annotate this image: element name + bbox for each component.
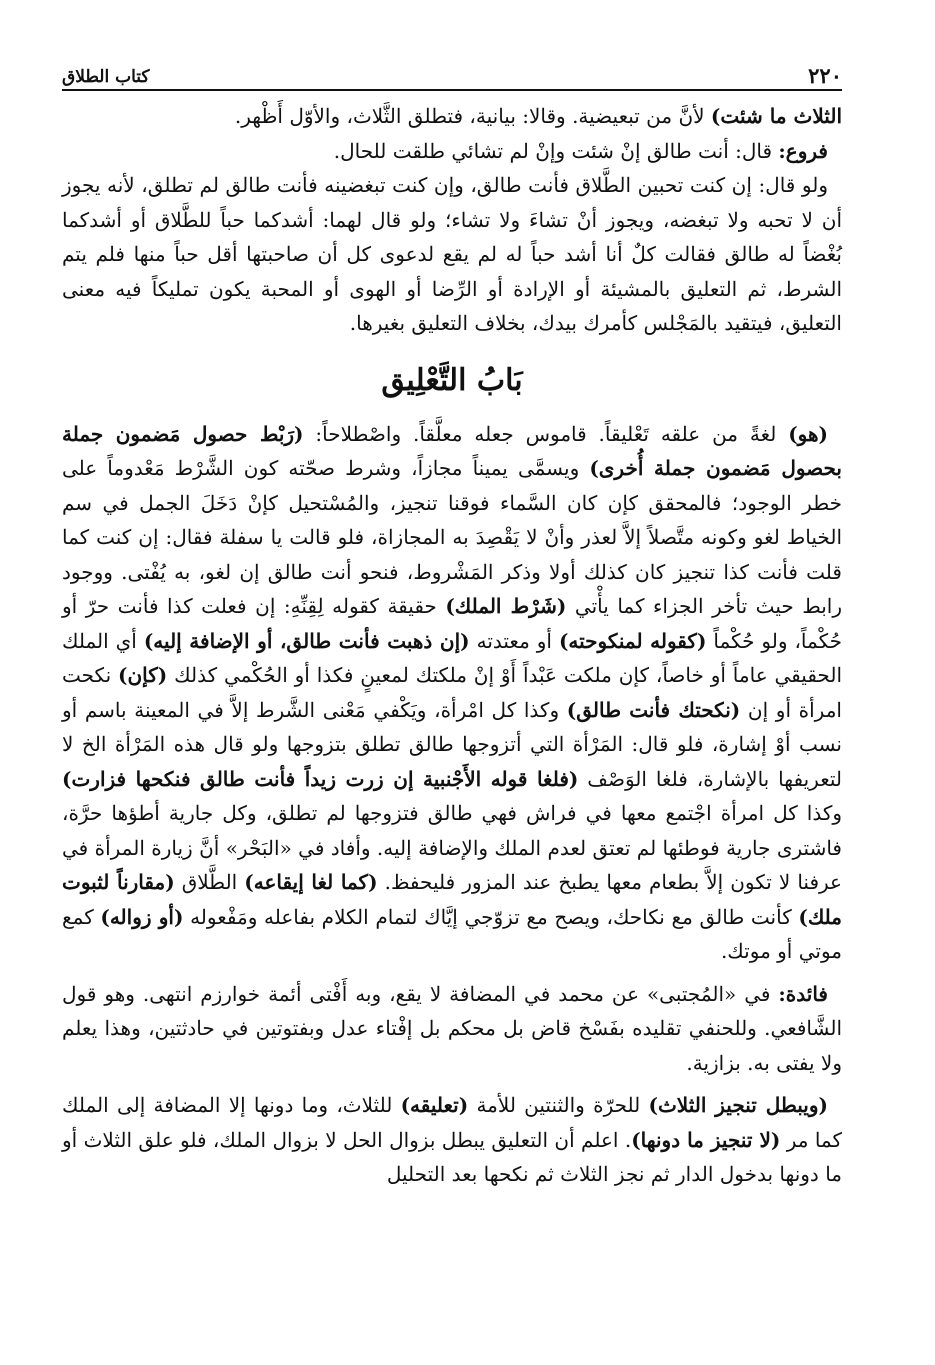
text-run: وكذا كل امْرأة، ويَكْفي مَعْنى الشَّرط إلاَّ في المعينة باسم أو نسب أوْ إشارة، فلو قال: المَرْأة التي أتزوجها طالق تطلق بتزوجها ولو قال هذه المَرْأة الخ لا لتعريفها بالإشارة، فلغا الوَصْف [62, 697, 842, 791]
text-run: الطَّلاق [174, 870, 245, 894]
text-run: أو معتدته [469, 628, 559, 653]
text-run: لغةً من علقه تَعْليقاً. قاموس جعله معلَّقاً. واصْطلاحاً: [303, 421, 789, 446]
body-section-2 [62, 977, 842, 1081]
bold-phrase: (ويبطل تنجيز الثلاث) [648, 1093, 828, 1117]
text-run: للحرّة والثنتين للأمة [468, 1093, 649, 1117]
bold-phrase: (كقوله لمنكوحته) [558, 628, 707, 653]
intro-paragraph-3: ولو قال: إن كنت تحبين الطَّلاق فأنت طالق، وإن كنت تبغضينه فأنت طالق لم تطلق، لأنه يجوز أن لا تحبه ولا تبغضه، ويجوز أنْ تشاءَ ولا تشاء؛ ولو قال لهما: أشدكما حباً للطَّلاق أو أشدكما بُغْضاً له طالق فقالت كلٌ أنا أشد حباً له لم يقع لدعوى كل أن صاحبتها أقل حباً منها فلم يتم الشرط، ثم التعليق بالمشيئة أو الإرادة أو الرِّضا أو الهوى أو المحبة يكون تمليكاً فيه معنى التعليق، فيتقيد بالمَجْلس كأمرك بيدك، بخلاف التعليق بغيرها. [62, 173, 842, 335]
body-section-3 [62, 1088, 842, 1192]
text-run: لأنَّ من تبعيضية. وقالا: بيانية، فتطلق الثَّلاث، والأوّل أَظْهر. [234, 104, 711, 128]
text-run: في «المُجتبى» عن محمد في المضافة لا يقع، وبه أَفْتى أئمة خوارزم انتهى. وهو قول الشَّافعي. وللحنفي تقليده بفَسْخ قاض بل محكم بل إفْتاء عدل وبفتوتين في حادثتين، وهذا يعلم ولا يفتى به. بزازية. [62, 981, 842, 1075]
intro-paragraph-1 [62, 99, 842, 134]
page-header [62, 56, 842, 91]
text-run: . اعلم أن التعليق يبطل بزوال الحل لا بزوال الملك، فلو علق الثلاث أو ما دونها بدخول الدار ثم نجز الثلاث ثم نكحها بعد التحليل [62, 1127, 842, 1186]
bold-phrase: (كما لغا إيقاعه) [244, 870, 378, 894]
text-run: حقيقة كقوله لِقِنِّهِ: إن فعلت كذا فأنت حرّ أو حُكْماً، ولو حُكْماً [62, 594, 842, 653]
chapter-title: بَابُ التَّعْلِيق [381, 362, 523, 398]
bold-phrase: (مقارناً لثبوت ملك) [62, 870, 843, 929]
bold-phrase: (شَرْط الملك) [445, 594, 567, 618]
text-run: ويسمَّى يميناً مجازاً، وشرط صحّته كون الشَّرْط مَعْدوماً على خطر الوجود؛ فالمحقق كإن كان السَّماء فوقنا تنجيز، والمُسْتحيل كإنْ دَخَلَ الجمل في سم الخياط لغو وكونه متَّصلاً إلاَّ لعذر وأنْ لا يَقْصِدَ به المجازاة، فلو قالت يا سفلة فقال: إن كنت كما قلت فأنت كذا تنجيز كان كذلك أولا وذكر المَشْروط، فنحو أنت طالق إن لغو، به يُفْتى. ووجود رابط حيث تأخر الجزاء كما يأْتي [62, 456, 843, 618]
bold-phrase: (إن ذهبت فأنت طالق، أو الإضافة إليه) [143, 628, 470, 653]
bold-phrase: الثلاث ما شئت) [710, 104, 842, 128]
text-run: كأنت طالق مع نكاحك، ويصح مع تزوّجي إيَّاك لتمام الكلام بفاعله ومَفْعوله [183, 904, 799, 929]
bold-phrase: فائدة: [778, 981, 828, 1006]
intro-paragraph-2 [62, 134, 842, 169]
text-run: أي الملك الحقيقي عاماً أو خاصاً، كإن ملكت عَبْداً أَوْ إنْ ملكتك لمعينٍ فكذا أو الحُكْمي كذلك [62, 628, 842, 687]
text-run: وكذا كل امرأة اجْتمع معها في فراش فهي طالق فتزوجها لم تطلق، وكل جارية أطؤها حرَّة، فاشترى جارية فوطئها لم تعتق لعدم الملك والإضافة إليه. وأفاد في «البَحْر» أنَّ زيارة المرأة في عرفنا لا تكون إلاَّ بطعام معها يطبخ عند المزور فليحفظ. [62, 801, 842, 894]
bold-phrase: (نكحتك فأنت طالق) [566, 697, 741, 722]
bold-phrase: (أو زواله) [100, 904, 184, 929]
text-run: كمع موتي أو موتك. [62, 904, 842, 963]
running-title: كتاب الطلاق [62, 67, 150, 87]
book-page [62, 56, 842, 1192]
bold-phrase: (كإن) [118, 663, 168, 687]
text-run: قال: أنت طالق إنْ شئت وإنْ لم تشائي طلقت للحال. [333, 138, 779, 163]
bold-phrase: (فلغا قوله الأَجْنبية إن زرت زيداً فأنت طالق فنكحها فزارت) [62, 766, 579, 791]
bold-phrase: (هو) [788, 421, 828, 446]
body-section-1 [62, 417, 842, 969]
bold-phrase: (رَبْط حصول مَضمون جملة بحصول مَضمون جملة أُخرى) [62, 421, 842, 480]
bold-phrase: (تعليقه) [400, 1093, 469, 1117]
text-run: نكحت امرأة أو إن [62, 663, 842, 722]
text-run: للثلاث، وما دونها إلا المضافة إلى الملك كما مر [62, 1093, 843, 1152]
bold-phrase: (لا تنجيز ما دونها) [631, 1127, 781, 1152]
page-number: ٢٢٠ [808, 63, 842, 88]
bold-phrase: فروع: [778, 138, 828, 163]
